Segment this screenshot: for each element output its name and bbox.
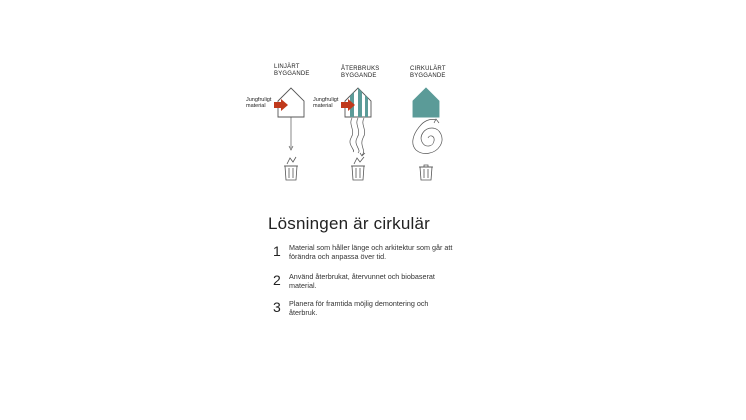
house-icon	[413, 88, 439, 117]
virgin-material-label-linear: Jungfruligt material	[246, 97, 272, 109]
trash-bin-icon	[351, 157, 365, 180]
circular-building-title: CIRKULÄRT BYGGANDE	[410, 66, 446, 79]
step-text: Material som håller länge och arkitektur som går att förändra och anpassa över tid.	[289, 243, 453, 262]
page-title: Lösningen är cirkulär	[268, 214, 431, 233]
step-text: Planera för framtida möjlig demontering och återbruk.	[289, 299, 429, 318]
step-number: 3	[273, 299, 281, 315]
virgin-material-label-reuse: Jungfruligt material	[313, 97, 339, 109]
trash-bin-icon	[284, 157, 298, 180]
spiral-loop-icon	[413, 119, 442, 153]
loop-flow-icon	[350, 118, 365, 156]
reuse-building-title: ÅTERBRUKS BYGGANDE	[341, 66, 380, 79]
step-number: 1	[273, 243, 281, 259]
trash-bin-icon	[419, 165, 433, 180]
linear-building-title: LINJÄRT BYGGANDE	[274, 64, 310, 77]
building-flow-diagram	[0, 0, 746, 200]
step-text: Använd återbrukat, återvunnet och biobaserat material.	[289, 272, 435, 291]
down-arrow-icon	[289, 117, 293, 150]
step-number: 2	[273, 272, 281, 288]
